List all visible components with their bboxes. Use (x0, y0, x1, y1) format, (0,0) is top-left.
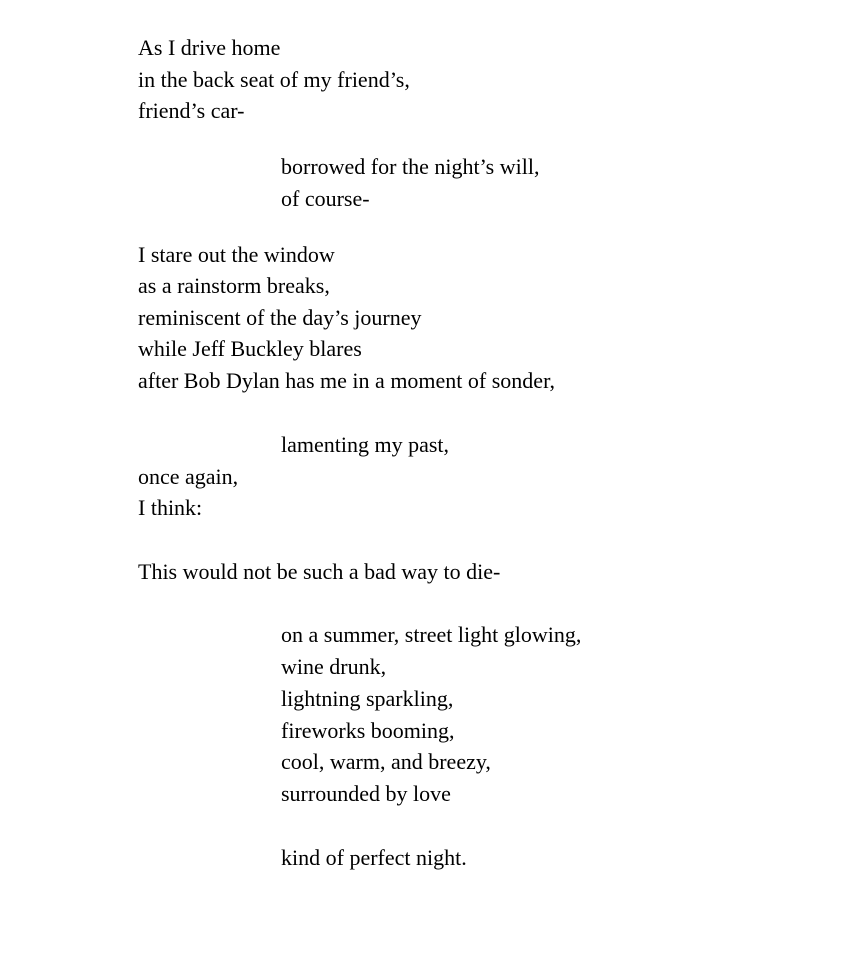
poem-line: in the back seat of my friend’s, (138, 67, 410, 92)
poem-line: as a rainstorm breaks, (138, 273, 330, 298)
poem-line: borrowed for the night’s will, (281, 154, 540, 179)
poem-line: I stare out the window (138, 242, 335, 267)
poem-line: This would not be such a bad way to die- (138, 559, 501, 584)
poem-line: while Jeff Buckley blares (138, 336, 362, 361)
poem-line: once again, (138, 464, 239, 489)
poem-line: lightning sparkling, (281, 686, 454, 711)
poem-line: friend’s car- (138, 98, 245, 123)
poem-line: wine drunk, (281, 654, 387, 679)
poem-line: reminiscent of the day’s journey (138, 305, 422, 330)
poem-line: kind of perfect night. (281, 845, 467, 870)
poem-line: after Bob Dylan has me in a moment of sonder, (138, 368, 556, 393)
poem-line: on a summer, street light glowing, (281, 622, 582, 647)
poem-line: As I drive home (138, 35, 281, 60)
poem-line: cool, warm, and breezy, (281, 749, 491, 774)
poem-line: surrounded by love (281, 781, 451, 806)
poem-line: I think: (138, 495, 203, 520)
poem-line: fireworks booming, (281, 718, 455, 743)
poem-line: of course- (281, 186, 370, 211)
poem-line: lamenting my past, (281, 432, 450, 457)
